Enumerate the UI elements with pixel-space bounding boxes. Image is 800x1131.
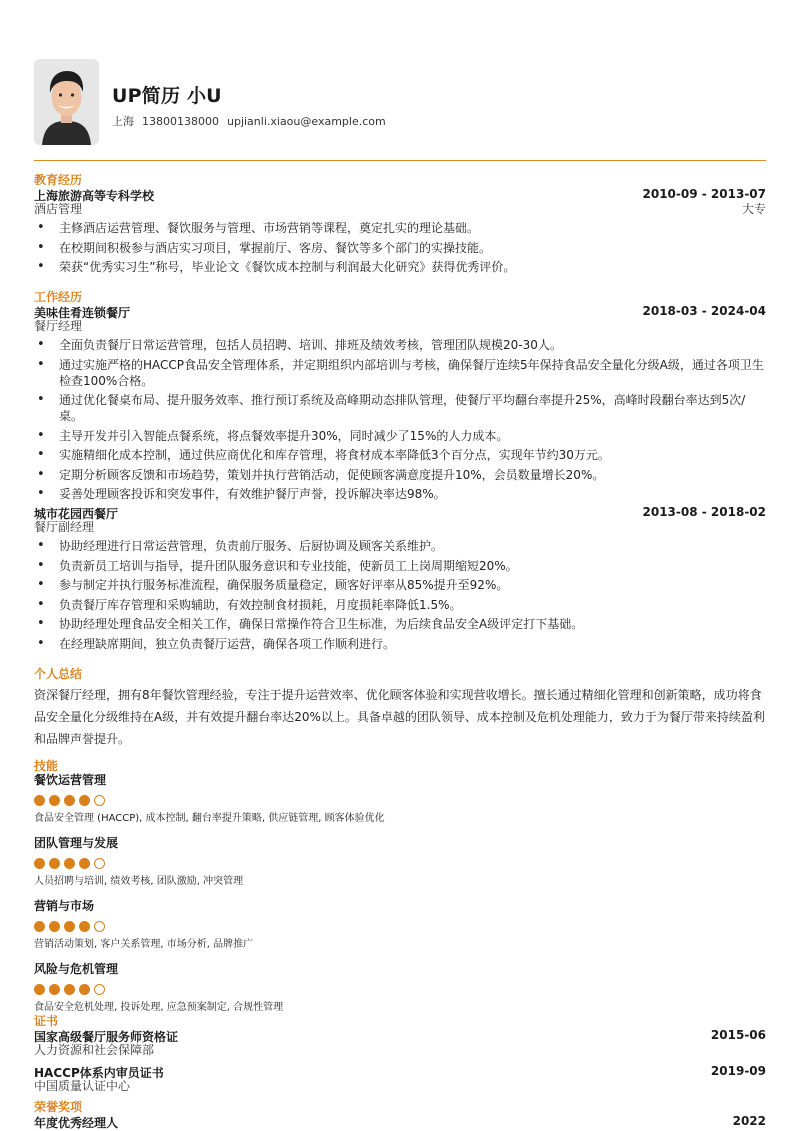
contact-line bbox=[112, 113, 394, 129]
rating-dot-filled bbox=[49, 984, 60, 995]
work-entry-2 bbox=[34, 505, 766, 655]
list-item: • 负责餐厅库存管理和采购辅助，有效控制食材损耗，月度损耗率降低1.5%。 bbox=[34, 597, 766, 613]
list-item: • 协助经理进行日常运营管理，负责前厅服务、后厨协调及顾客关系维护。 bbox=[34, 538, 766, 554]
job-entry-header bbox=[34, 505, 766, 520]
list-item: • 参与制定并执行服务标准流程，确保服务质量稳定，顾客好评率从85%提升至92%。 bbox=[34, 577, 766, 593]
summary-text: 资深餐厅经理，拥有8年餐饮管理经验，专注于提升运营效率、优化顾客体验和实现营收增长。擅长通过精细化管理和创新策略，成功将食品安全量化分级维持在A级，并有效提升翻台率达20%以上。具备卓越的团队领导、成本控制及危机处理能力，致力于为餐厅带来持续盈利和品牌声誉提升。 bbox=[34, 688, 765, 746]
skills-section bbox=[34, 759, 766, 1014]
job-bullets bbox=[34, 337, 766, 502]
certificates-section bbox=[34, 1014, 766, 1093]
list-item: • 在经理缺席期间，独立负责餐厅运营，确保各项工作顺利进行。 bbox=[34, 636, 766, 652]
list-item: • 主修酒店运营管理、餐饮服务与管理、市场营销等课程，奠定扎实的理论基础。 bbox=[34, 220, 766, 236]
skill-level-rating bbox=[34, 921, 766, 932]
rating-dot-empty bbox=[94, 858, 105, 869]
header-divider bbox=[34, 160, 766, 161]
skill-item bbox=[34, 899, 766, 951]
certificate-name: 国家高级餐厅服务师资格证 bbox=[34, 1030, 179, 1044]
list-item: • 在校期间积极参与酒店实习项目，掌握前厅、客房、餐饮等多个部门的实操技能。 bbox=[34, 240, 766, 256]
skill-description: 食品安全危机处理, 投诉处理, 应急预案制定, 合规性管理 bbox=[34, 1002, 284, 1013]
skill-name: 团队管理与发展 bbox=[34, 836, 119, 850]
contact-email[interactable]: upjianli.xiaou@example.com bbox=[226, 115, 386, 128]
candidate-name: UP简历 小U bbox=[112, 85, 222, 107]
education-bullets bbox=[34, 220, 766, 275]
education-subline bbox=[34, 202, 766, 216]
rating-dot-filled bbox=[79, 795, 90, 806]
major-name: 酒店管理 bbox=[34, 202, 83, 216]
certificate-entry bbox=[34, 1064, 766, 1079]
rating-dot-empty bbox=[94, 795, 105, 806]
section-title-education: 教育经历 bbox=[34, 173, 83, 187]
honor-date: 2022 bbox=[732, 1114, 766, 1128]
skill-name: 营销与市场 bbox=[34, 899, 95, 913]
education-entry-header bbox=[34, 187, 766, 202]
company-name: 城市花园西餐厅 bbox=[34, 507, 119, 521]
skill-description: 人员招聘与培训, 绩效考核, 团队激励, 冲突管理 bbox=[34, 876, 244, 887]
education-dates: 2010-09 - 2013-07 bbox=[642, 187, 766, 201]
rating-dot-filled bbox=[79, 921, 90, 932]
summary-section bbox=[34, 667, 766, 750]
honor-entry bbox=[34, 1114, 766, 1129]
list-item: • 主导开发并引入智能点餐系统，将点餐效率提升30%，同时减少了15%的人力成本。 bbox=[34, 428, 766, 444]
rating-dot-filled bbox=[64, 858, 75, 869]
certificate-date: 2015-06 bbox=[710, 1028, 766, 1042]
honor-name: 年度优秀经理人 bbox=[34, 1116, 119, 1130]
degree-name: 大专 bbox=[741, 202, 766, 216]
rating-dot-filled bbox=[34, 921, 45, 932]
rating-dot-empty bbox=[94, 921, 105, 932]
job-entry-header bbox=[34, 304, 766, 319]
section-title-honors: 荣誉奖项 bbox=[34, 1100, 83, 1114]
rating-dot-filled bbox=[49, 921, 60, 932]
certificate-date: 2019-09 bbox=[710, 1064, 766, 1078]
skill-name: 餐饮运营管理 bbox=[34, 773, 107, 787]
job-dates: 2018-03 - 2024-04 bbox=[642, 304, 766, 318]
honors-section bbox=[34, 1100, 766, 1129]
rating-dot-filled bbox=[64, 921, 75, 932]
list-item: • 协助经理处理食品安全相关工作，确保日常操作符合卫生标准，为后续食品安全A级评定打下基础。 bbox=[34, 616, 766, 632]
skill-level-rating bbox=[34, 858, 766, 869]
job-role: 餐厅副经理 bbox=[34, 520, 95, 534]
list-item: • 全面负责餐厅日常运营管理，包括人员招聘、培训、排班及绩效考核，管理团队规模20-30人。 bbox=[34, 337, 766, 353]
certificate-issuer: 中国质量认证中心 bbox=[34, 1079, 131, 1093]
contact-city: 上海 bbox=[112, 115, 134, 128]
skill-description: 食品安全管理 (HACCP), 成本控制, 翻台率提升策略, 供应链管理, 顾客体验优化 bbox=[34, 813, 385, 824]
list-item: • 通过实施严格的HACCP食品安全管理体系，并定期组织内部培训与考核，确保餐厅连续5年保持食品安全量化分级A级，通过各项卫生检查100%合格。 bbox=[34, 357, 766, 389]
list-item: • 妥善处理顾客投诉和突发事件，有效维护餐厅声誉，投诉解决率达98%。 bbox=[34, 486, 766, 502]
work-section bbox=[34, 290, 766, 506]
job-bullets bbox=[34, 538, 766, 652]
skill-name: 风险与危机管理 bbox=[34, 962, 119, 976]
skill-item bbox=[34, 962, 766, 1014]
section-title-work: 工作经历 bbox=[34, 290, 83, 304]
rating-dot-filled bbox=[64, 984, 75, 995]
rating-dot-filled bbox=[49, 858, 60, 869]
list-item: • 实施精细化成本控制，通过供应商优化和库存管理，将食材成本率降低3个百分点，实现年节约30万元。 bbox=[34, 447, 766, 463]
section-title-skills: 技能 bbox=[34, 759, 59, 773]
rating-dot-filled bbox=[34, 858, 45, 869]
rating-dot-filled bbox=[79, 984, 90, 995]
rating-dot-filled bbox=[79, 858, 90, 869]
skills-list bbox=[34, 773, 766, 1014]
certificate-entry bbox=[34, 1028, 766, 1043]
rating-dot-filled bbox=[49, 795, 60, 806]
rating-dot-filled bbox=[64, 795, 75, 806]
skill-item bbox=[34, 773, 766, 825]
list-item: • 荣获“优秀实习生”称号，毕业论文《餐饮成本控制与利润最大化研究》获得优秀评价。 bbox=[34, 259, 766, 275]
list-item: • 负责新员工培训与指导，提升团队服务意识和专业技能，使新员工上岗周期缩短20%。 bbox=[34, 558, 766, 574]
list-item: • 通过优化餐桌布局、提升服务效率、推行预订系统及高峰期动态排队管理，使餐厅平均翻台率提升25%，高峰时段翻台率达到5次/桌。 bbox=[34, 392, 766, 424]
section-title-certificates: 证书 bbox=[34, 1014, 59, 1028]
skill-description: 营销活动策划, 客户关系管理, 市场分析, 品牌推广 bbox=[34, 939, 254, 950]
company-name: 美味佳肴连锁餐厅 bbox=[34, 306, 131, 320]
profile-photo bbox=[34, 59, 99, 145]
resume-header bbox=[34, 59, 766, 145]
section-title-summary: 个人总结 bbox=[34, 667, 83, 681]
certificate-name: HACCP体系内审员证书 bbox=[34, 1066, 164, 1080]
list-item: • 定期分析顾客反馈和市场趋势，策划并执行营销活动，促使顾客满意度提升10%，会员数量增长20%。 bbox=[34, 467, 766, 483]
school-name: 上海旅游高等专科学校 bbox=[34, 189, 155, 203]
rating-dot-filled bbox=[34, 984, 45, 995]
education-section bbox=[34, 173, 766, 279]
job-dates: 2013-08 - 2018-02 bbox=[642, 505, 766, 519]
certificate-issuer: 人力资源和社会保障部 bbox=[34, 1043, 155, 1057]
skill-level-rating bbox=[34, 984, 766, 995]
rating-dot-empty bbox=[94, 984, 105, 995]
contact-phone[interactable]: 13800138000 bbox=[142, 115, 219, 128]
skill-item bbox=[34, 836, 766, 888]
rating-dot-filled bbox=[34, 795, 45, 806]
skill-level-rating bbox=[34, 795, 766, 806]
job-role: 餐厅经理 bbox=[34, 319, 83, 333]
